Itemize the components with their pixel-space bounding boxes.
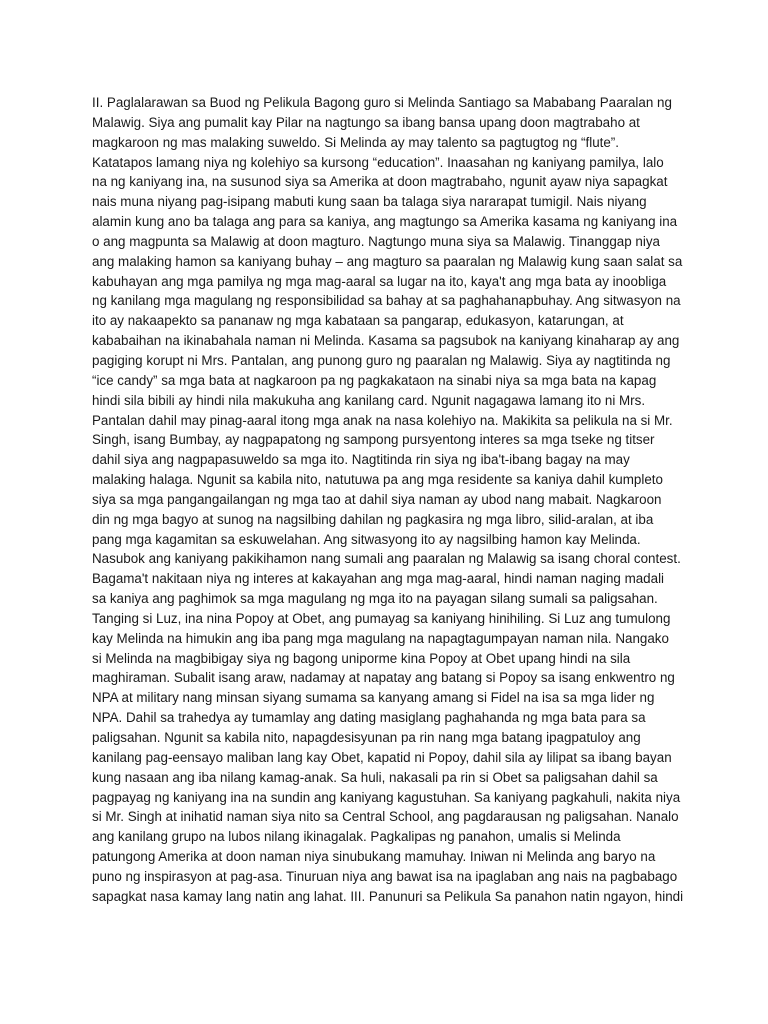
text-line: alamin kung ano ba talaga ang para sa kaniya, ang magtungo sa Amerika kasama ng kaniyang ina <box>92 214 678 230</box>
text-line: NPA at military nang minsan siyang sumama sa kanyang amang si Fidel na isa sa mga lider ng <box>92 690 655 706</box>
text-line: sapagkat nasa kamay lang natin ang lahat. III. Panunuri sa Pelikula Sa panahon natin ngayon, hindi <box>92 888 684 904</box>
text-line: o ang magpunta sa Malawig at doon magturo. Nagtungo muna siya sa Malawig. Tinanggap niya <box>92 233 660 249</box>
text-line: nais muna niyang pag-isipang mabuti kung saan ba talaga siya nararapat tumigil. Nais niyang <box>92 194 647 210</box>
text-line: ito ay nakaapekto sa pananaw ng mga kabataan sa pangarap, edukasyon, katarungan, at <box>92 313 624 329</box>
text-line: ang malaking hamon sa kaniyang buhay – ang magturo sa paaralan ng Malawig kung saan salat sa <box>92 253 683 269</box>
text-line: si Melinda na magbibigay siya ng bagong uniporme kina Popoy at Obet upang hindi na sila <box>92 650 631 666</box>
text-line: “ice candy” sa mga bata at nagkaroon pa ng pagkakataon na sinabi niya sa mga bata na kapag <box>92 372 657 388</box>
text-line: si Mr. Singh at inihatid naman siya nito sa Central School, ang pagdarausan ng paligsahan. Nanalo <box>92 809 679 825</box>
text-line: hindi sila bibili ay hindi nila makukuha ang kanilang card. Ngunit nagagawa lamang ito ni Mrs. <box>92 392 646 408</box>
text-line: din ng mga bagyo at sunog na nagsilbing dahilan ng pagkasira ng mga libro, silid-aralan, at iba <box>92 511 654 527</box>
text-line: pang mga kagamitan sa eskuwelahan. Ang sitwasyong ito ay nagsilbing hamon kay Melinda. <box>92 531 641 547</box>
text-line: sa kaniya ang paghimok sa mga magulang ng mga ito na payagan silang sumali sa paligsahan. <box>92 591 658 607</box>
text-line: pagiging korupt ni Mrs. Pantalan, ang punong guro ng paaralan ng Malawig. Siya ay nagtitinda ng <box>92 352 671 368</box>
body-paragraph <box>92 93 692 907</box>
text-line: Pantalan dahil may pinag-aaral itong mga anak na nasa kolehiyo na. Makikita sa pelikula na si Mr. <box>92 412 673 428</box>
text-line: pagpayag ng kaniyang ina na sundin ang kaniyang kagustuhan. Sa kaniyang pagkahuli, nakita niya <box>92 789 681 805</box>
text-line: patungong Amerika at doon naman niya sinubukang mamuhay. Iniwan ni Melinda ang baryo na <box>92 849 656 865</box>
text-line: Nasubok ang kaniyang pakikihamon nang sumali ang paaralan ng Malawig sa isang choral contest. <box>92 551 681 567</box>
text-line: kabuhayan ang mga pamilya ng mga mag-aaral sa lugar na ito, kaya't ang mga bata ay inoobliga <box>92 273 667 289</box>
text-line: ng kanilang mga magulang ng responsibilidad sa bahay at sa paghahanapbuhay. Ang sitwasyon na <box>92 293 681 309</box>
text-line: ang kanilang grupo na lubos nilang ikinagalak. Pagkalipas ng panahon, umalis si Melinda <box>92 829 621 845</box>
text-line: na ng kaniyang ina, na susunod siya sa Amerika at doon magtrabaho, ngunit ayaw niya sapagkat <box>92 174 668 190</box>
text-line: dahil siya ang nagpapasuweldo sa mga ito. Nagtitinda rin siya ng iba't-ibang bagay na may <box>92 452 630 468</box>
text-line: Katatapos lamang niya ng kolehiyo sa kursong “education”. Inaasahan ng kaniyang pamilya, lalo <box>92 154 664 170</box>
text-line: kay Melinda na himukin ang iba pang mga magulang na napagtagumpayan naman nila. Nangako <box>92 630 669 646</box>
text-line: Tanging si Luz, ina nina Popoy at Obet, ang pumayag sa kaniyang hinihiling. Si Luz ang tumulong <box>92 610 671 626</box>
text-line: Malawig. Siya ang pumalit kay Pilar na nagtungo sa ibang bansa upang doon magtrabaho at <box>92 114 640 130</box>
text-line: magkaroon ng mas malaking suweldo. Si Melinda ay may talento sa pagtugtog ng “flute”. <box>92 134 619 150</box>
text-line: kung nasaan ang iba nilang kamag-anak. Sa huli, nakasali pa rin si Obet sa paligsahan dahil sa <box>92 769 658 785</box>
text-line: maghiraman. Subalit isang araw, nadamay at napatay ang batang si Popoy sa isang enkwentro ng <box>92 670 675 686</box>
text-line: paligsahan. Ngunit sa kabila nito, napagdesisyunan pa rin nang mga batang ipagpatuloy ang <box>92 730 641 745</box>
text-line: kanilang pag-eensayo maliban lang kay Obet, kapatid ni Popoy, dahil sila ay lilipat sa ibang bayan <box>92 749 672 765</box>
text-line: Singh, isang Bumbay, ay nagpapatong ng sampong pursyentong interes sa mga tseke ng titser <box>92 432 655 448</box>
text-line: NPA. Dahil sa trahedya ay tumamlay ang dating masiglang paghahanda ng mga bata para sa <box>92 710 646 726</box>
text-line: puno ng inspirasyon at pag-asa. Tinuruan niya ang bawat isa na ipaglaban ang nais na pagbabago <box>92 868 678 884</box>
text-line: malaking halaga. Ngunit sa kabila nito, natutuwa pa ang mga residente sa kaniya dahil kumpleto <box>92 472 663 488</box>
text-line: kababaihan na ikinabahala naman ni Melinda. Kasama sa pagsubok na kaniyang kinaharap ay ang <box>92 333 680 349</box>
text-line: Bagama't nakitaan niya ng interes at kakayahan ang mga mag-aaral, hindi naman naging madali <box>92 571 665 587</box>
text-line: siya sa mga pangangailangan ng mga tao at dahil siya naman ay ubod nang mabait. Nagkaroon <box>92 491 662 507</box>
text-line: II. Paglalarawan sa Buod ng Pelikula Bagong guro si Melinda Santiago sa Mababang Paaralan ng <box>92 95 672 110</box>
